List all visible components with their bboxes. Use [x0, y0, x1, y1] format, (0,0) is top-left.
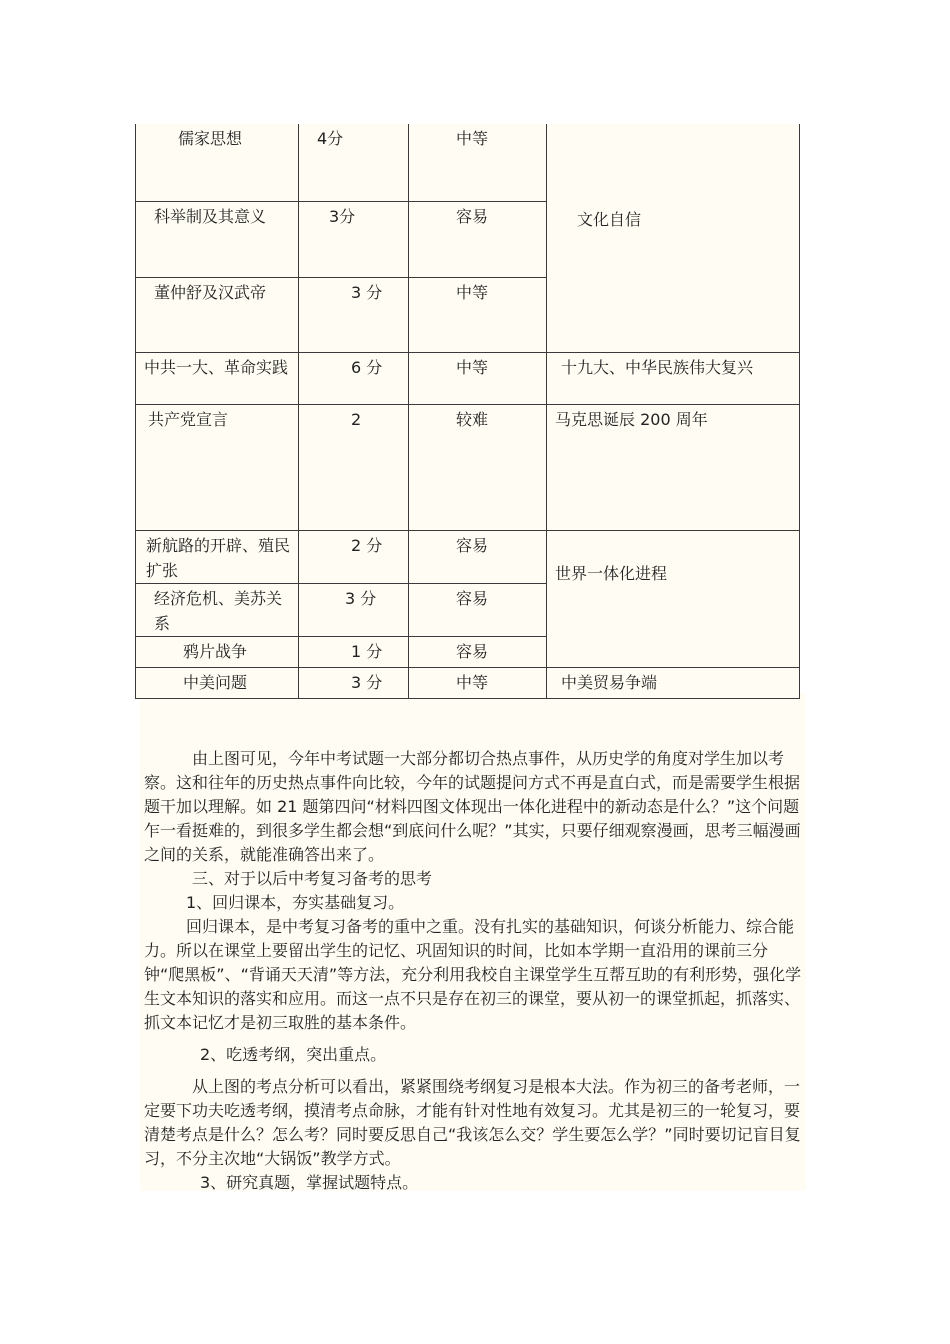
score-cell: 6 分	[299, 352, 409, 404]
topic-cell: 科举制及其意义	[136, 201, 299, 277]
body-text	[144, 747, 808, 1195]
score-cell: 3 分	[299, 583, 409, 636]
paragraph-syllabus: 从上图的考点分析可以看出，紧紧围绕考纲复习是根本大法。作为初三的备考老师，一定要下功夫吃透考纲，摸清考点命脉，才能有针对性地有效复习。尤其是初三的一轮复习，要清楚考点是什么？怎么考？同时要反思自己“我该怎么交？学生要怎么学？”同时要切记盲目复习，不分主次地“大锅饭”教学方式。	[144, 1077, 801, 1168]
hot-event-cell: 世界一体化进程	[547, 530, 800, 667]
score-cell: 3 分	[299, 667, 409, 698]
difficulty-cell: 容易	[409, 583, 547, 636]
difficulty-cell: 容易	[409, 636, 547, 667]
topic-cell: 经济危机、美苏关系	[136, 583, 299, 636]
score-cell: 4分	[299, 124, 409, 201]
paragraph-analysis: 由上图可见，今年中考试题一大部分都切合热点事件，从历史学的角度对学生加以考察。这和往年的历史热点事件向比较，今年的试题提问方式不再是直白式，而是需要学生根据题干加以理解。如 21 题第四问“材料四图文体现出一体化进程中的新动态是什么？”这个问题乍一看挺难的，到很多学生都会想“到底问什么呢？”其实，只要仔细观察漫画，思考三幅漫画之间的关系，就能准确答出来了。	[144, 749, 801, 864]
table-row	[136, 530, 800, 583]
topic-cell: 中共一大、革命实践	[136, 352, 299, 404]
hot-event-cell: 十九大、中华民族伟大复兴	[547, 352, 800, 404]
difficulty-cell: 容易	[409, 530, 547, 583]
score-cell: 3 分	[299, 277, 409, 352]
score-cell: 1 分	[299, 636, 409, 667]
topic-cell: 董仲舒及汉武帝	[136, 277, 299, 352]
section-heading: 三、对于以后中考复习备考的思考	[192, 869, 433, 888]
subheading-textbook: 1、回归课本，夯实基础复习。	[186, 893, 405, 912]
difficulty-cell: 较难	[409, 404, 547, 530]
topic-cell: 儒家思想	[136, 124, 299, 201]
score-cell: 2 分	[299, 530, 409, 583]
hot-event-cell: 中美贸易争端	[547, 667, 800, 698]
hot-event-cell: 马克思诞辰 200 周年	[547, 404, 800, 530]
topic-cell: 共产党宣言	[136, 404, 299, 530]
subheading-syllabus: 2、吃透考纲，突出重点。	[200, 1045, 387, 1064]
table-row	[136, 667, 800, 698]
table-row	[136, 124, 800, 201]
exam-analysis-table	[135, 124, 800, 699]
table-row	[136, 404, 800, 530]
difficulty-cell: 中等	[409, 352, 547, 404]
score-cell: 3分	[299, 201, 409, 277]
difficulty-cell: 中等	[409, 667, 547, 698]
topic-cell: 鸦片战争	[136, 636, 299, 667]
table-row	[136, 352, 800, 404]
difficulty-cell: 中等	[409, 124, 547, 201]
difficulty-cell: 容易	[409, 201, 547, 277]
subheading-real-exam: 3、研究真题，掌握试题特点。	[200, 1173, 419, 1192]
hot-event-cell: 文化自信	[547, 124, 800, 352]
paragraph-textbook: 回归课本，是中考复习备考的重中之重。没有扎实的基础知识，何谈分析能力、综合能力。所以在课堂上要留出学生的记忆、巩固知识的时间，比如本学期一直沿用的课前三分钟“爬黑板”、“背诵天天清”等方法，充分利用我校自主课堂学生互帮互助的有利形势，强化学生文本知识的落实和应用。而这一点不只是存在初三的课堂，要从初一的课堂抓起，抓落实、抓文本记忆才是初三取胜的基本条件。	[144, 917, 802, 1032]
topic-cell: 新航路的开辟、殖民扩张	[136, 530, 299, 583]
score-cell: 2	[299, 404, 409, 530]
topic-cell: 中美问题	[136, 667, 299, 698]
difficulty-cell: 中等	[409, 277, 547, 352]
